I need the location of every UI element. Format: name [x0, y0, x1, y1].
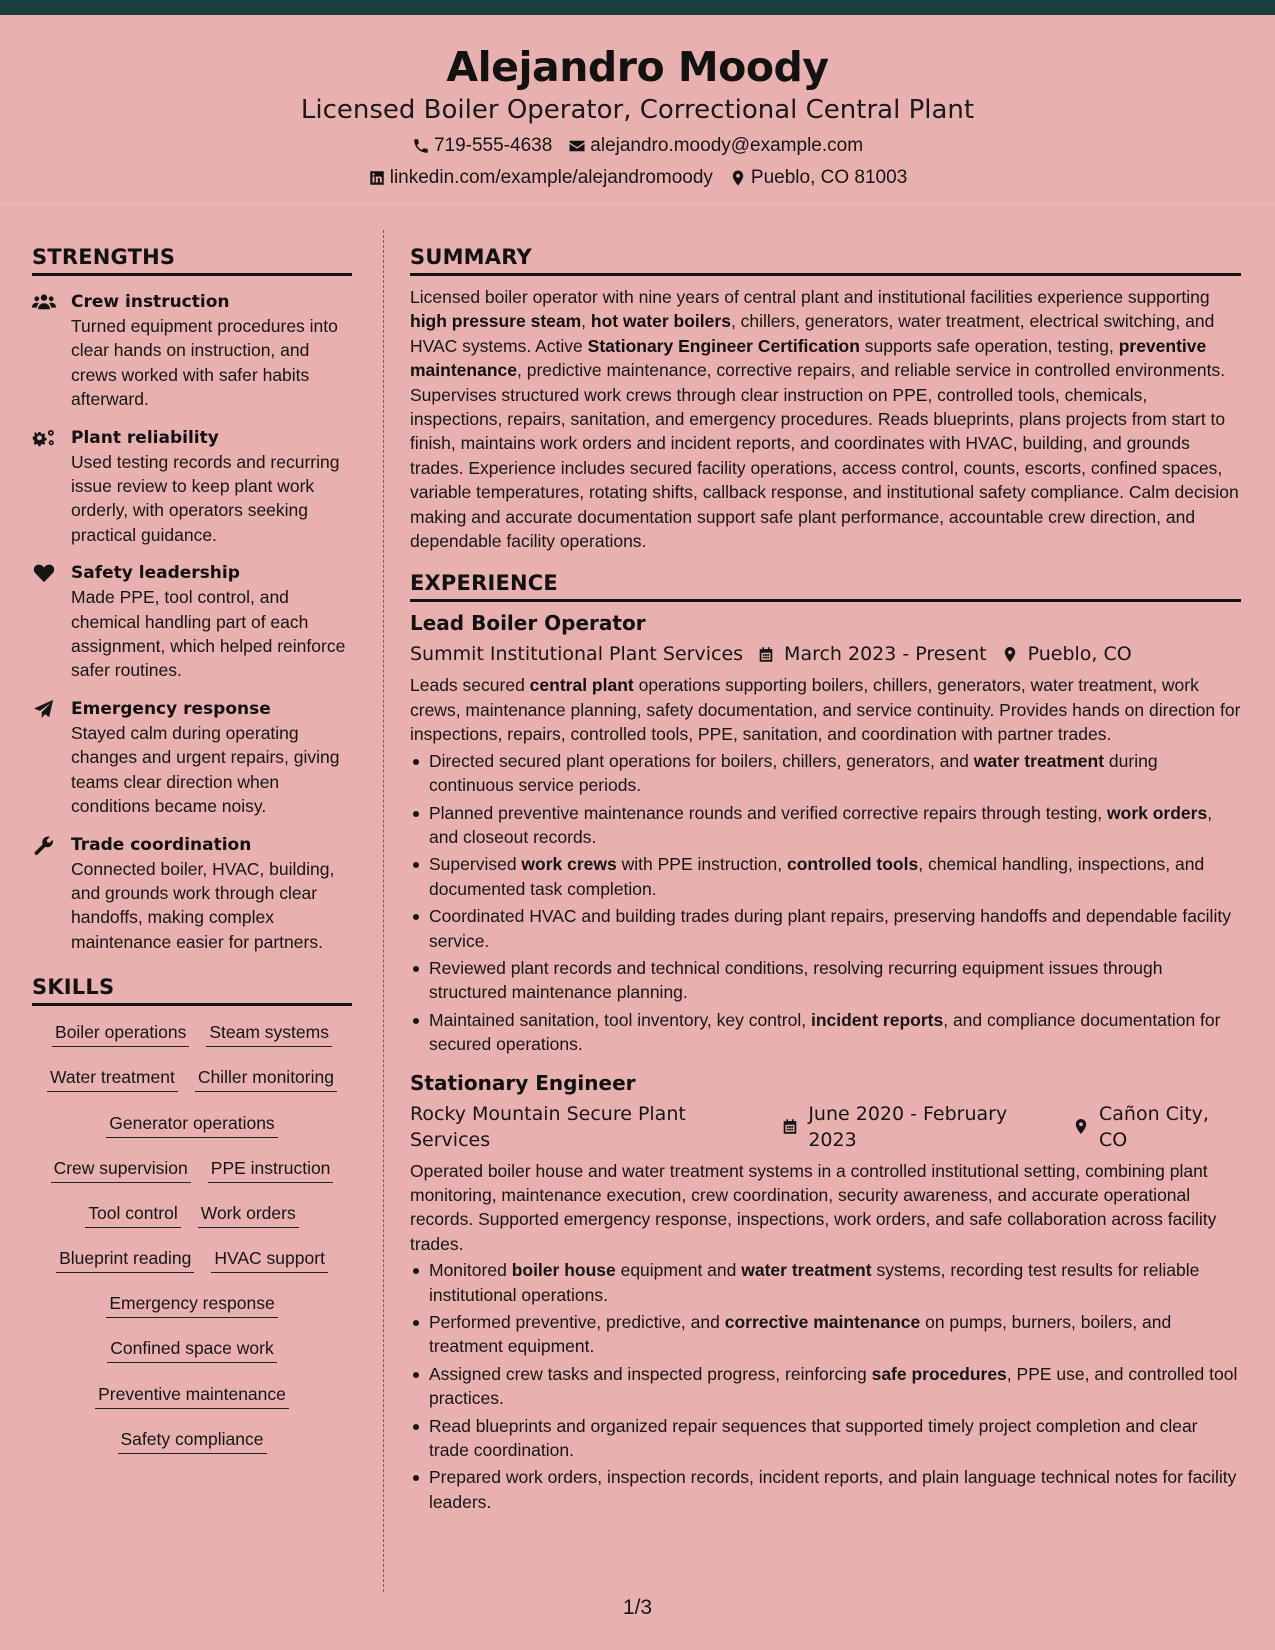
skills-section [32, 975, 352, 1472]
skill-row [32, 1156, 352, 1201]
job-bullets [410, 749, 1241, 1057]
skill-row [32, 1065, 352, 1110]
skill-tag: Chiller monitoring [195, 1065, 337, 1092]
job-location [1001, 641, 1132, 667]
skill-tag: Tool control [85, 1201, 181, 1228]
wrench-icon [32, 835, 58, 855]
job-entry [410, 1070, 1241, 1515]
bullet-item: Read blueprints and organized repair sequences that supported timely project completion and clear trade coordination. [410, 1414, 1241, 1463]
bold-keyword: controlled tools [786, 854, 919, 875]
job-meta [410, 641, 1241, 667]
strength-title: Crew instruction [71, 292, 230, 312]
strength-item [32, 426, 352, 548]
skill-tag: Boiler operations [52, 1020, 189, 1047]
skill-tag: Crew supervision [51, 1156, 191, 1183]
skill-row [32, 1201, 352, 1246]
bullet-item: Planned preventive maintenance rounds and verified corrective repairs through testing, work orders, and closeout records. [410, 801, 1241, 850]
phone-text: 719-555-4638 [433, 135, 553, 156]
experience-heading: EXPERIENCE [410, 571, 1241, 602]
linkedin-contact[interactable] [368, 167, 713, 189]
email-text: alejandro.moody@example.com [590, 135, 864, 156]
resume-header [0, 15, 1275, 205]
map-pin-icon [729, 169, 747, 187]
strength-item [32, 697, 352, 819]
map-pin-icon [1001, 645, 1019, 664]
skill-row [32, 1111, 352, 1156]
strengths-section [32, 245, 352, 954]
right-column [410, 245, 1241, 1517]
job-description: Leads secured central plant operations supporting boilers, chillers, generators, water treatment, work crews, maintenance planning, safety documentation, and service continuity. Provides hands on direction for inspections, repairs, controlled tools, PPE, sanitation, and coordination with partner trades. [410, 675, 1241, 745]
skill-tag: Steam systems [206, 1020, 332, 1047]
bold-keyword: Stationary Engineer Certification [587, 335, 860, 356]
skill-row [32, 1336, 352, 1381]
skill-tag: Work orders [198, 1201, 299, 1228]
summary-text: Licensed boiler operator with nine years of central plant and institutional facilities experience supporting high pressure steam, hot water boilers, chillers, generators, water treatment, electrical switching, and HVAC systems. Active Stationary Engineer Certification supports safe operation, testing, preventive maintenance, predictive maintenance, corrective repairs, and reliable service in controlled environments. Supervises structured work crews through clear instruction on PPE, controlled tools, chemicals, inspections, repairs, sanitation, and emergency procedures. Reads blueprints, plans projects from start to finish, maintains work orders and incident reports, and coordinates with HVAC, building, and grounds trades. Experience includes secured facility operations, access control, counts, escorts, confined spaces, variable temperatures, rotating shifts, callback response, and institutional safety compliance. Calm decision making and accurate documentation support safe plant performance, accountable crew direction, and dependable facility operations. [410, 287, 1239, 552]
skill-tag: Blueprint reading [56, 1246, 194, 1273]
bold-keyword: incident reports [810, 1009, 944, 1030]
linkedin-text: linkedin.com/example/alejandromoody [389, 167, 713, 188]
skills-list [32, 1020, 352, 1472]
heart-icon [32, 563, 58, 583]
strength-description: Stayed calm during operating changes and urgent repairs, giving teams clear direction when conditions became noisy. [71, 722, 340, 817]
job-dates-text: March 2023 - Present [784, 643, 987, 666]
bold-keyword: corrective maintenance [724, 1312, 921, 1332]
skill-tag: Safety compliance [118, 1427, 267, 1454]
job-location-text: Pueblo, CO [1027, 643, 1132, 666]
strengths-heading: STRENGTHS [32, 245, 352, 276]
skill-row [32, 1246, 352, 1291]
users-icon [32, 292, 58, 312]
calendar-icon [757, 645, 775, 664]
email-contact[interactable] [568, 135, 863, 157]
job-title: Lead Boiler Operator [410, 611, 646, 636]
strengths-list [32, 290, 352, 954]
summary-heading: SUMMARY [410, 245, 1241, 276]
skill-row [32, 1427, 352, 1472]
bullet-item: Directed secured plant operations for boilers, chillers, generators, and water treatment during continuous service periods. [410, 749, 1241, 798]
experience-list [410, 610, 1241, 1514]
bold-keyword: boiler house [511, 1260, 616, 1281]
gears-icon [32, 428, 58, 448]
job-bullets [410, 1258, 1241, 1514]
bullet-item: Prepared work orders, inspection records, incident reports, and plain language technical notes for facility leaders. [410, 1465, 1241, 1514]
bullet-item: Monitored boiler house equipment and water treatment systems, recording test results for reliable institutional operations. [410, 1258, 1241, 1307]
strength-item [32, 290, 352, 412]
bold-keyword: water treatment [741, 1260, 872, 1281]
strength-title: Emergency response [71, 698, 271, 719]
paper-plane-icon [32, 699, 58, 719]
calendar-icon [781, 1117, 799, 1136]
bold-keyword: preventive maintenance [410, 335, 1207, 381]
skill-row [32, 1291, 352, 1336]
contact-line-1 [0, 135, 1275, 157]
strength-description: Turned equipment procedures into clear hands on instruction, and crews worked with safer habits afterward. [71, 316, 338, 410]
left-column [32, 245, 352, 1472]
skills-heading: SKILLS [32, 975, 352, 1006]
job-description: Operated boiler house and water treatment systems in a controlled institutional setting, combining plant monitoring, maintenance execution, crew coordination, security awareness, and accurate operational records. Supported emergency response, inspections, work orders, and safe collaboration across facility trades. [410, 1160, 1217, 1254]
linkedin-icon [368, 169, 386, 187]
strength-description: Used testing records and recurring issue review to keep plant work orderly, with operators seeking practical guidance. [71, 451, 340, 545]
candidate-name: Alejandro Moody [446, 43, 829, 91]
strength-item [32, 833, 352, 955]
phone-contact[interactable] [412, 135, 552, 157]
skill-tag: Water treatment [47, 1065, 178, 1092]
bullet-item: Maintained sanitation, tool inventory, key control, incident reports, and compliance documentation for secured operations. [410, 1008, 1241, 1057]
candidate-title: Licensed Boiler Operator, Correctional Central Plant [300, 95, 975, 125]
location-contact [729, 167, 907, 189]
bullet-item: Supervised work crews with PPE instruction, controlled tools, chemical handling, inspections, and documented task completion. [410, 852, 1241, 901]
bold-keyword: central plant [529, 675, 634, 696]
skill-tag: PPE instruction [208, 1156, 334, 1183]
bold-keyword: safe procedures [871, 1363, 1007, 1384]
map-pin-icon [1072, 1117, 1090, 1136]
strength-title: Plant reliability [71, 427, 219, 448]
bold-keyword: water treatment [973, 750, 1105, 771]
skill-tag: Emergency response [106, 1291, 277, 1318]
bold-keyword: work crews [521, 854, 617, 875]
top-accent-bar [0, 0, 1275, 15]
phone-icon [412, 137, 430, 155]
contact-line-2 [0, 167, 1275, 189]
location-text: Pueblo, CO 81003 [750, 167, 908, 188]
bullet-item: Reviewed plant records and technical conditions, resolving recurring equipment issues through structured maintenance planning. [410, 956, 1241, 1005]
experience-section [410, 571, 1241, 1514]
skill-row [32, 1020, 352, 1065]
strength-item [32, 561, 352, 683]
job-dates [781, 1101, 1058, 1153]
job-meta [410, 1101, 1241, 1153]
strength-description: Made PPE, tool control, and chemical handling part of each assignment, which helped reinforce safer routines. [71, 587, 346, 681]
bullet-item: Coordinated HVAC and building trades during plant repairs, preserving handoffs and dependable facility service. [410, 904, 1241, 953]
summary-section [410, 245, 1241, 553]
skill-tag: Generator operations [106, 1111, 277, 1138]
strength-description: Connected boiler, HVAC, building, and grounds work through clear handoffs, making complex maintenance easier for partners. [71, 858, 335, 952]
bold-keyword: work orders [1107, 802, 1208, 823]
page-number: 1/3 [622, 1596, 653, 1619]
bold-keyword: high pressure steam [410, 311, 582, 332]
job-dates-text: June 2020 - February 2023 [808, 1102, 1008, 1151]
job-title: Stationary Engineer [410, 1070, 636, 1095]
job-company: Rocky Mountain Secure Plant Services [410, 1102, 686, 1151]
strength-title: Safety leadership [71, 563, 240, 584]
strength-title: Trade coordination [71, 834, 252, 855]
skill-tag: Confined space work [107, 1336, 276, 1363]
job-location-text: Cañon City, CO [1099, 1102, 1209, 1151]
bullet-item: Assigned crew tasks and inspected progress, reinforcing safe procedures, PPE use, and controlled tool practices. [410, 1362, 1241, 1411]
bullet-item: Performed preventive, predictive, and corrective maintenance on pumps, burners, boilers, and treatment equipment. [410, 1310, 1241, 1359]
column-divider [383, 230, 384, 1592]
envelope-icon [568, 137, 586, 155]
skill-row [32, 1382, 352, 1427]
job-company: Summit Institutional Plant Services [410, 643, 744, 666]
skill-tag: HVAC support [211, 1246, 328, 1273]
job-entry [410, 610, 1241, 1056]
bold-keyword: hot water boilers [590, 311, 731, 332]
job-dates [757, 641, 987, 667]
skill-tag: Preventive maintenance [95, 1382, 289, 1409]
job-location [1072, 1101, 1241, 1153]
